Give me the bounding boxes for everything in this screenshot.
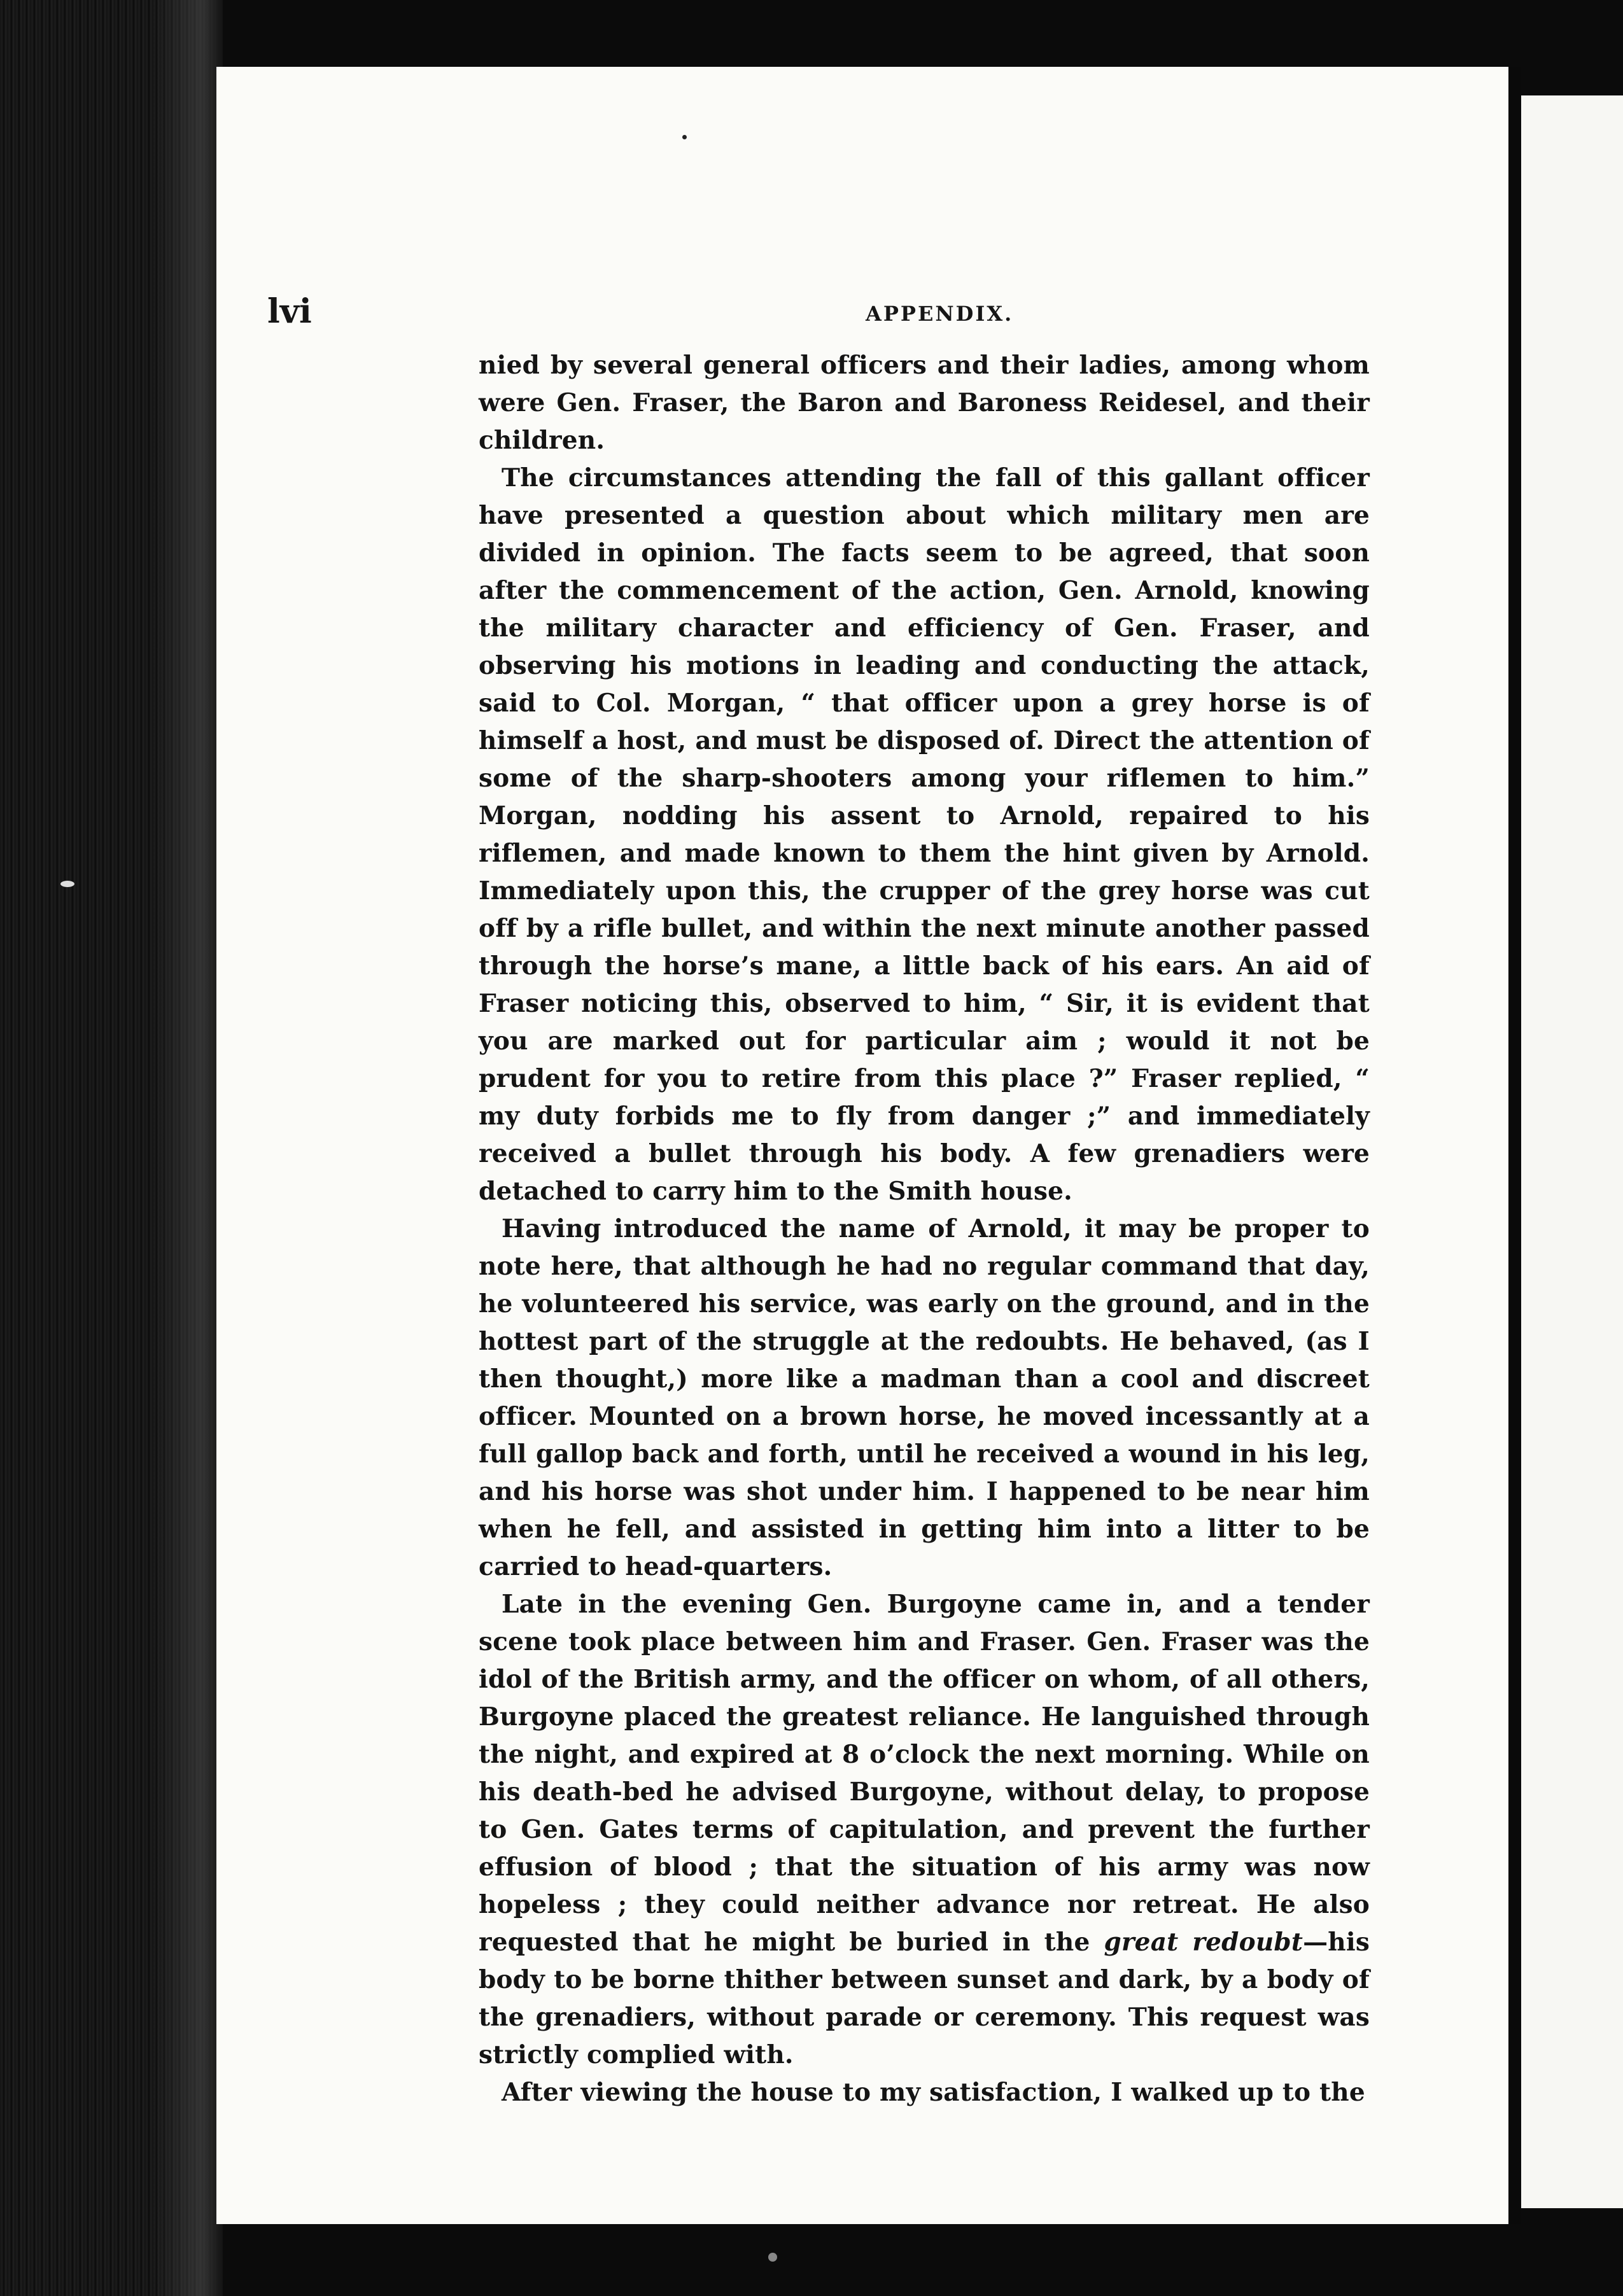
paragraph-4-rest: —his body to be borne thither between sunset and dark, by a body of the grenadiers, without parade or ceremony. This request was strictly complied with.: [479, 1928, 1370, 2069]
paragraph-3: Having introduced the name of Arnold, it may be proper to note here, that although he had no regular command that day, he volunteered his service, was early on the ground, and in the hottest part of the struggle at the redoubts. He behaved, (as I then thought,) more like a madman than a cool and discreet officer. Mounted on a brown horse, he moved incessantly at a full gallop back and forth, until he received a wound in his leg, and his horse was shot under him. I happened to be near him when he fell, and assisted in getting him into a litter to be carried to head-quarters.: [479, 1214, 1370, 1581]
body-text: [479, 347, 1370, 2111]
facing-page-edge: [1521, 95, 1623, 2208]
paragraph-5: After viewing the house to my satisfaction, I walked up to the: [502, 2078, 1365, 2107]
paragraph-1: nied by several general officers and their ladies, among whom were Gen. Fraser, the Baron and Baroness Reidesel, and their children.: [479, 351, 1370, 455]
paragraph-4-text: Late in the evening Gen. Burgoyne came in, and a tender scene took place between him and Fraser. Gen. Fraser was the idol of the British army, and the officer on whom, of all others, Burgoyne placed the greatest reliance. He languished through the night, and expired at 8 o’clock the next morning. While on his death-bed he advised Burgoyne, without delay, to propose to Gen. Gates terms of capitulation, and prevent the further effusion of blood ; that the situation of his army was now hopeless ; they could neither advance nor retreat. He also requested that he might be buried in the: [479, 1590, 1370, 1957]
running-head: APPENDIX.: [866, 302, 1014, 326]
page-number: lvi: [267, 292, 312, 331]
page-header: [267, 290, 1362, 334]
page-gutter: [1508, 67, 1521, 2224]
scan-speck: [60, 881, 74, 887]
paragraph-2: The circumstances attending the fall of this gallant officer have presented a question about which military men are divided in opinion. The facts seem to be agreed, that soon after the commencement of the action, Gen. Arnold, knowing the military character and efficiency of Gen. Fraser, and observing his motions in leading and conducting the attack, said to Col. Morgan, “ that officer upon a grey horse is of himself a host, and must be disposed of. Direct the attention of some of the sharp-shooters among your riflemen to him.” Morgan, nodding his assent to Arnold, repaired to his riflemen, and made known to them the hint given by Arnold. Immediately upon this, the crupper of the grey horse was cut off by a rifle bullet, and within the next minute another passed through the horse’s mane, a little back of his ears. An aid of Fraser noticing this, observed to him, “ Sir, it is evident that you are marked out for particular aim ; would it not be prudent for you to retire from this place ?” Fraser replied, “ my duty forbids me to fly from danger ;” and immediately received a bullet through his body. A few grenadiers were detached to carry him to the Smith house.: [479, 463, 1370, 1206]
paragraph-4-italic: great redoubt: [1104, 1928, 1303, 1957]
paragraph-4: [479, 1586, 1370, 2074]
page-edge-shadow: [153, 0, 223, 2296]
scan-speck: [768, 2253, 777, 2262]
scan-speck: [682, 135, 687, 139]
